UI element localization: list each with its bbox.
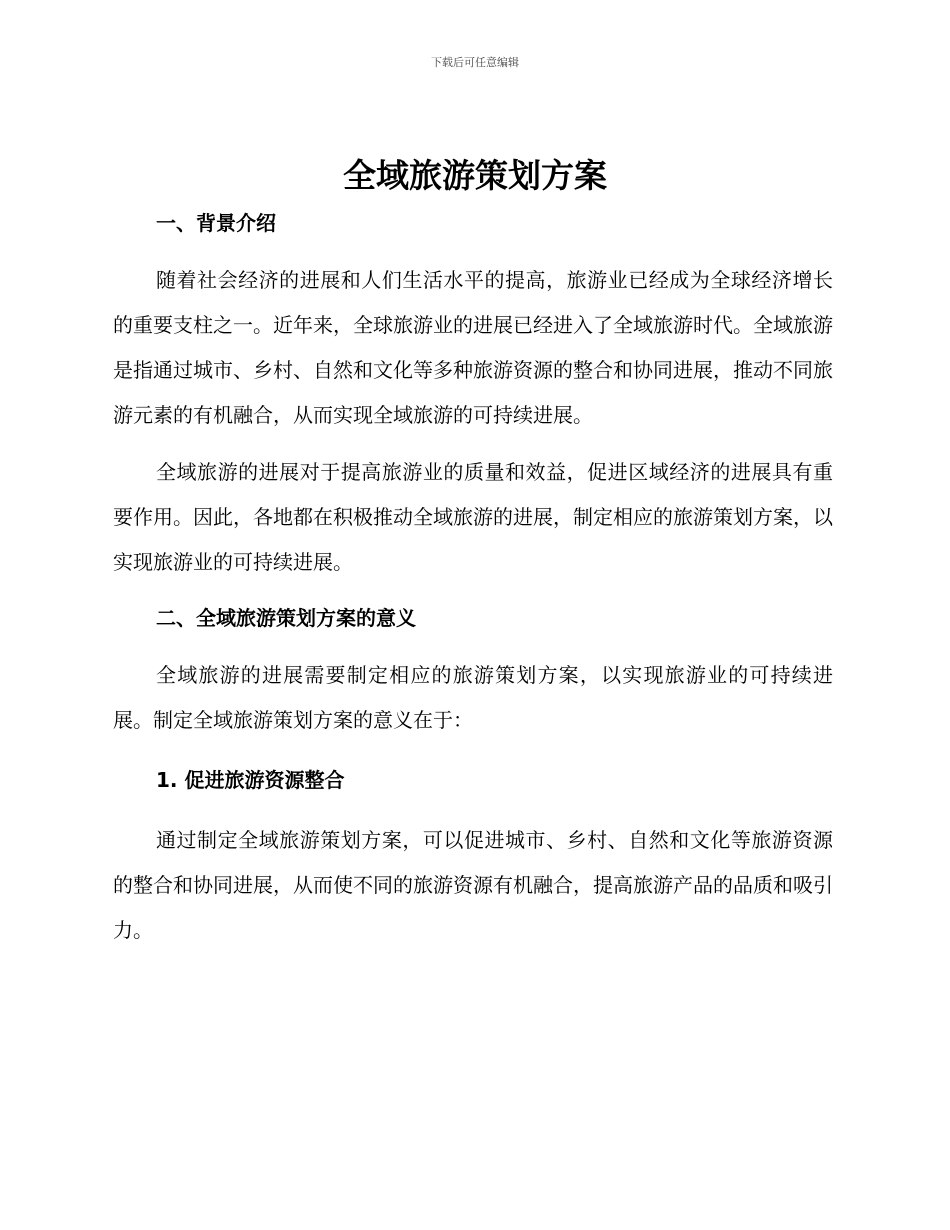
- section-heading-background: 一、背景介绍: [156, 211, 276, 235]
- paragraph: 全域旅游的进展需要制定相应的旅游策划方案，以实现旅游业的可持续进展。制定全域旅游策划方案的意义在于：: [113, 663, 833, 732]
- header-note: 下载后可任意编辑: [431, 56, 519, 69]
- document-body: [113, 203, 833, 953]
- paragraph: 通过制定全域旅游策划方案，可以促进城市、乡村、自然和文化等旅游资源的整合和协同进展，从而使不同的旅游资源有机融合，提高旅游产品的品质和吸引力。: [113, 828, 833, 942]
- document-title: 全域旅游策划方案: [343, 156, 607, 195]
- subsection-heading-integration: 1. 促进旅游资源整合: [156, 768, 345, 792]
- paragraph: 随着社会经济的进展和人们生活水平的提高，旅游业已经成为全球经济增长的重要支柱之一。近年来，全球旅游业的进展已经进入了全域旅游时代。全域旅游是指通过城市、乡村、自然和文化等多种旅游资源的整合和协同进展，推动不同旅游元素的有机融合，从而实现全域旅游的可持续进展。: [113, 268, 833, 427]
- section-heading-significance: 二、全域旅游策划方案的意义: [156, 606, 416, 630]
- paragraph: 全域旅游的进展对于提高旅游业的质量和效益，促进区域经济的进展具有重要作用。因此，各地都在积极推动全域旅游的进展，制定相应的旅游策划方案，以实现旅游业的可持续进展。: [113, 460, 833, 574]
